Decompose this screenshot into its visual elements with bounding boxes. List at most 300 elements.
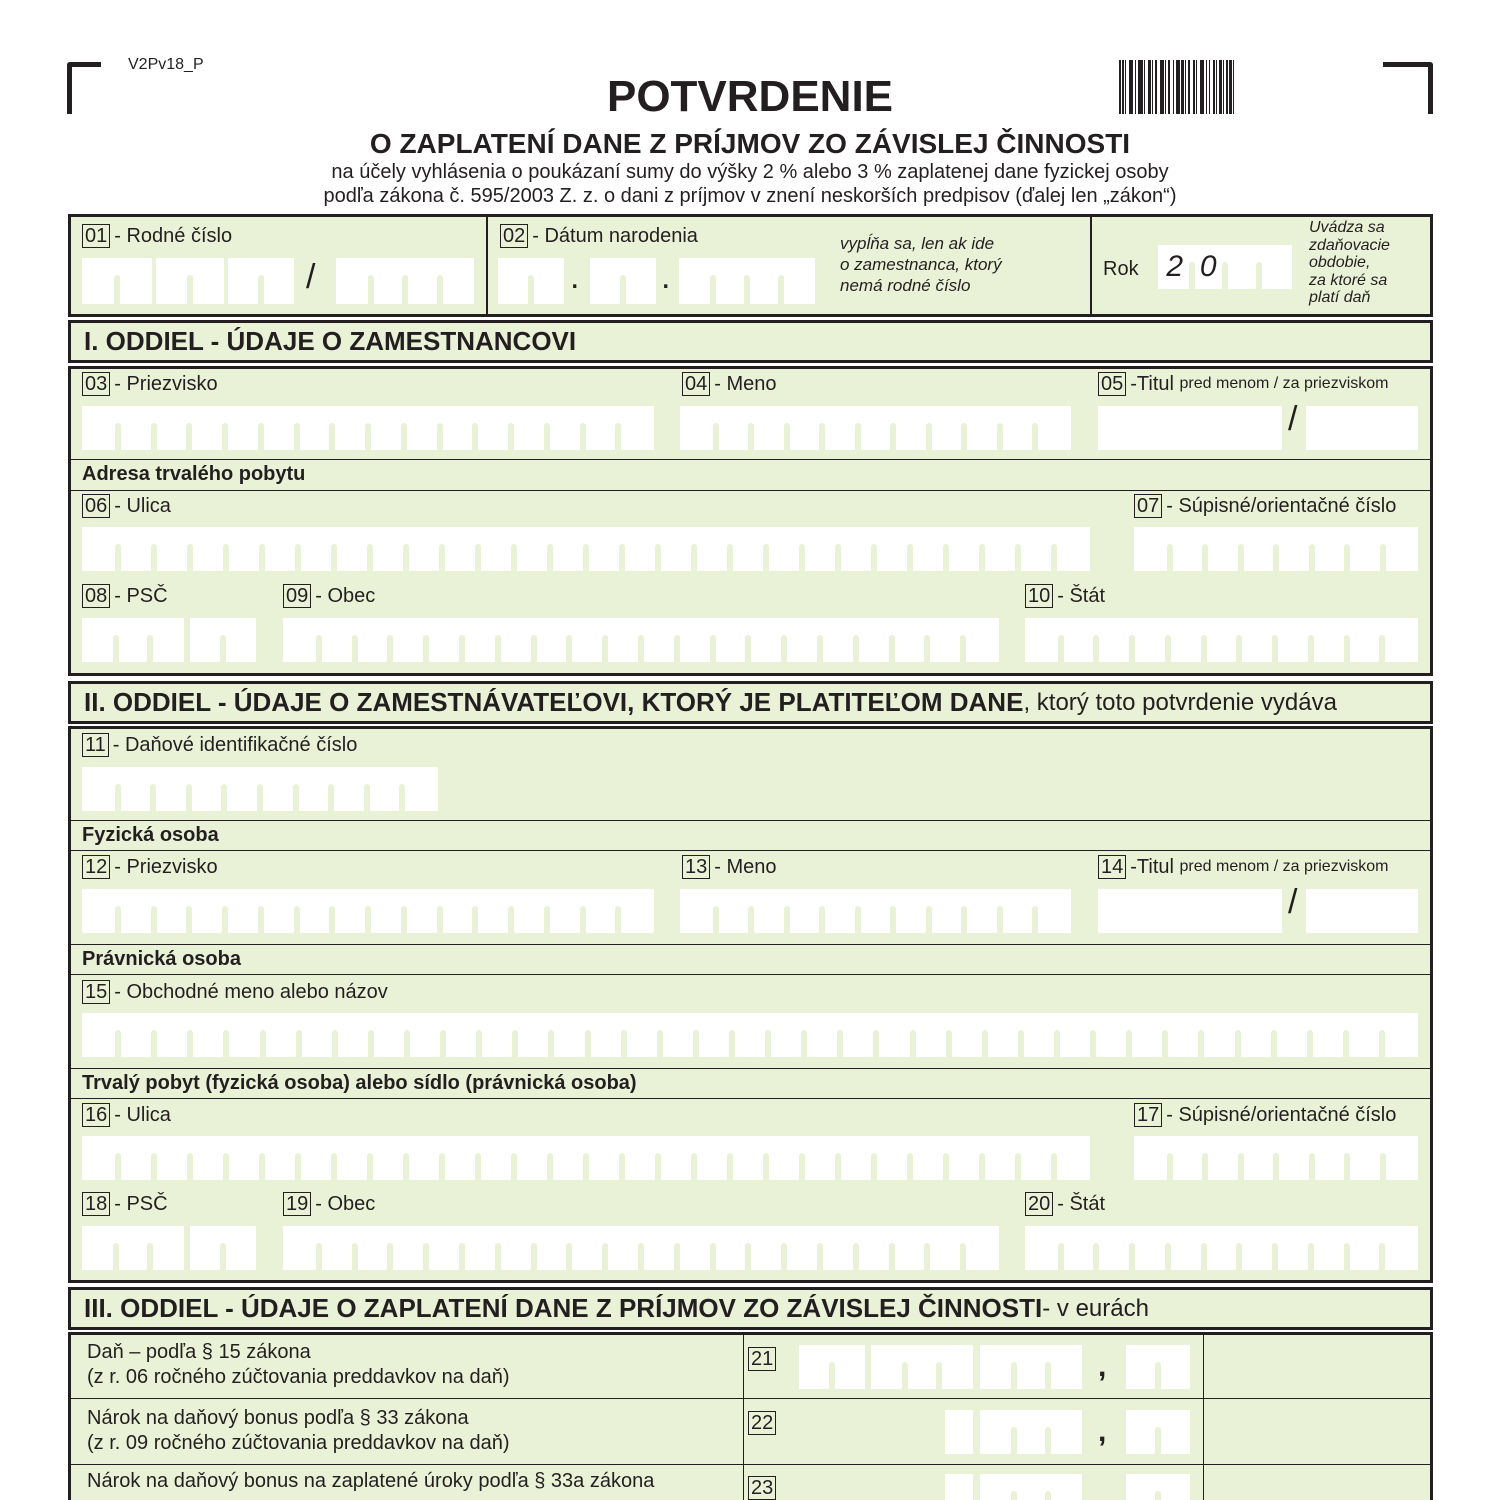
year-input[interactable] [1158, 245, 1292, 289]
employer-title-before-input[interactable] [1098, 889, 1282, 933]
char-cell[interactable] [82, 618, 116, 662]
char-cell[interactable] [154, 527, 190, 571]
employee-psc-input-part2[interactable] [190, 618, 256, 662]
char-cell[interactable] [1346, 1013, 1382, 1057]
char-cell[interactable] [1312, 1136, 1348, 1180]
char-cell[interactable] [534, 618, 570, 662]
employee-country-input[interactable] [1025, 618, 1418, 662]
row-22-amount-part2[interactable] [980, 1410, 1082, 1454]
char-cell[interactable] [371, 1013, 407, 1057]
char-cell[interactable] [1048, 1345, 1082, 1389]
char-cell[interactable] [534, 1226, 570, 1270]
char-cell[interactable] [406, 527, 442, 571]
char-cell[interactable] [856, 1226, 892, 1270]
char-cell[interactable] [748, 618, 784, 662]
char-cell[interactable] [732, 1013, 768, 1057]
char-cell[interactable] [1312, 527, 1348, 571]
char-cell[interactable] [223, 618, 256, 662]
char-cell[interactable] [1276, 1136, 1312, 1180]
char-cell[interactable] [858, 889, 894, 933]
char-cell[interactable] [927, 618, 963, 662]
char-cell[interactable] [1134, 1136, 1170, 1180]
char-cell[interactable] [116, 618, 150, 662]
char-cell[interactable] [874, 527, 910, 571]
char-cell[interactable] [820, 1226, 856, 1270]
char-cell[interactable] [404, 406, 440, 450]
char-cell[interactable] [407, 1013, 443, 1057]
char-cell[interactable] [440, 406, 476, 450]
char-cell[interactable] [1311, 1226, 1347, 1270]
char-cell[interactable] [189, 889, 225, 933]
char-cell[interactable] [404, 889, 440, 933]
char-cell[interactable] [297, 406, 333, 450]
char-cell[interactable] [696, 1013, 732, 1057]
row-23-amount-part1[interactable] [945, 1474, 973, 1500]
char-cell[interactable] [1018, 1136, 1054, 1180]
char-cell[interactable] [1096, 1226, 1132, 1270]
char-cell[interactable] [226, 527, 262, 571]
char-cell[interactable] [905, 1345, 939, 1389]
char-cell[interactable] [1239, 618, 1275, 662]
char-cell[interactable] [153, 767, 189, 811]
char-cell[interactable] [190, 1013, 226, 1057]
char-cell[interactable] [334, 1136, 370, 1180]
char-cell[interactable] [1054, 1136, 1090, 1180]
char-cell[interactable] [355, 1226, 391, 1270]
char-cell[interactable] [910, 527, 946, 571]
char-cell[interactable] [190, 1226, 223, 1270]
rodne-cislo-input-part1[interactable] [82, 258, 152, 304]
char-cell[interactable] [462, 1226, 498, 1270]
char-cell[interactable] [1061, 1226, 1097, 1270]
char-cell[interactable] [82, 767, 118, 811]
char-cell[interactable] [618, 406, 654, 450]
char-cell[interactable] [1383, 1136, 1419, 1180]
char-cell[interactable] [515, 1013, 551, 1057]
char-cell[interactable] [370, 527, 406, 571]
char-cell[interactable] [910, 1136, 946, 1180]
char-cell[interactable] [929, 889, 965, 933]
char-cell[interactable] [748, 1226, 784, 1270]
char-cell[interactable] [641, 1226, 677, 1270]
employer-surname-input[interactable] [82, 889, 654, 933]
employer-psc-input-part1[interactable] [82, 1226, 184, 1270]
char-cell[interactable] [856, 618, 892, 662]
row-23-amount-cents[interactable] [1126, 1474, 1190, 1500]
char-cell[interactable] [331, 767, 367, 811]
char-cell[interactable] [605, 618, 641, 662]
datum-month-input[interactable] [590, 258, 656, 304]
char-cell[interactable] [858, 406, 894, 450]
char-cell[interactable] [964, 406, 1000, 450]
char-cell[interactable] [1025, 1226, 1061, 1270]
char-cell[interactable] [658, 527, 694, 571]
char-cell[interactable] [1276, 527, 1312, 571]
char-cell[interactable] [368, 889, 404, 933]
char-cell[interactable] [913, 1013, 949, 1057]
char-cell[interactable] [622, 527, 658, 571]
rodne-cislo-input-part3[interactable] [228, 258, 294, 304]
char-cell[interactable] [1347, 1226, 1383, 1270]
char-cell[interactable] [82, 1136, 118, 1180]
char-cell[interactable] [498, 618, 534, 662]
char-cell[interactable] [332, 889, 368, 933]
char-cell[interactable] [820, 618, 856, 662]
char-cell[interactable] [838, 527, 874, 571]
char-cell[interactable] [299, 1013, 335, 1057]
char-cell[interactable] [1132, 618, 1168, 662]
char-cell[interactable] [118, 527, 154, 571]
char-cell[interactable] [511, 889, 547, 933]
char-cell[interactable] [716, 406, 752, 450]
char-cell[interactable] [1132, 1226, 1168, 1270]
char-cell[interactable] [1018, 527, 1054, 571]
char-cell[interactable] [713, 618, 749, 662]
char-cell[interactable] [475, 889, 511, 933]
char-cell[interactable] [1048, 1410, 1082, 1454]
char-cell[interactable] [154, 1136, 190, 1180]
char-cell[interactable] [1347, 1136, 1383, 1180]
char-cell[interactable] [1035, 889, 1071, 933]
title-after-surname-input[interactable] [1306, 406, 1418, 450]
char-cell[interactable] [716, 889, 752, 933]
company-name-input[interactable] [82, 1013, 1418, 1057]
char-cell[interactable] [1126, 1410, 1158, 1454]
char-cell[interactable] [406, 1136, 442, 1180]
char-cell[interactable] [514, 1136, 550, 1180]
char-cell[interactable] [583, 406, 619, 450]
char-cell[interactable] [1205, 527, 1241, 571]
char-cell[interactable] [118, 767, 154, 811]
char-cell[interactable] [355, 618, 391, 662]
char-cell[interactable] [334, 527, 370, 571]
char-cell[interactable] [440, 889, 476, 933]
char-cell[interactable] [261, 889, 297, 933]
char-cell[interactable] [963, 1226, 999, 1270]
employee-name-input[interactable] [680, 406, 1071, 450]
char-cell[interactable] [1204, 1226, 1240, 1270]
char-cell[interactable] [840, 1013, 876, 1057]
datum-day-input[interactable] [498, 258, 564, 304]
char-cell[interactable] [1048, 1474, 1082, 1500]
char-cell[interactable] [1238, 1013, 1274, 1057]
char-cell[interactable] [547, 406, 583, 450]
char-cell[interactable] [1035, 406, 1071, 450]
char-cell[interactable] [1096, 618, 1132, 662]
char-cell[interactable] [1382, 618, 1418, 662]
char-cell[interactable] [225, 406, 261, 450]
char-cell[interactable] [226, 1136, 262, 1180]
char-cell[interactable] [641, 618, 677, 662]
row-21-amount-cents[interactable] [1126, 1345, 1190, 1389]
row-21-amount-part3[interactable] [980, 1345, 1082, 1389]
char-cell[interactable] [82, 1226, 116, 1270]
char-cell[interactable] [296, 767, 332, 811]
char-cell[interactable] [260, 767, 296, 811]
char-cell[interactable] [892, 618, 928, 662]
char-cell[interactable] [426, 1226, 462, 1270]
char-cell[interactable] [1170, 1136, 1206, 1180]
char-cell[interactable] [335, 1013, 371, 1057]
char-cell[interactable] [262, 527, 298, 571]
char-cell[interactable] [939, 1345, 973, 1389]
char-cell[interactable] [118, 889, 154, 933]
char-cell[interactable] [1158, 1474, 1190, 1500]
char-cell[interactable] [985, 1013, 1021, 1057]
char-cell[interactable] [479, 1013, 515, 1057]
char-cell[interactable] [980, 1410, 1014, 1454]
char-cell[interactable] [802, 1136, 838, 1180]
employer-house-number-input[interactable] [1134, 1136, 1418, 1180]
char-cell[interactable] [82, 1013, 118, 1057]
char-cell[interactable] [982, 1136, 1018, 1180]
char-cell[interactable] [225, 889, 261, 933]
employer-name-input[interactable] [680, 889, 1071, 933]
char-cell[interactable] [1014, 1474, 1048, 1500]
employer-street-input[interactable] [82, 1136, 1090, 1180]
char-cell[interactable] [694, 1136, 730, 1180]
row-22-amount-part1[interactable] [945, 1410, 973, 1454]
char-cell[interactable] [498, 1226, 534, 1270]
char-cell[interactable] [118, 1136, 154, 1180]
char-cell[interactable] [946, 527, 982, 571]
char-cell[interactable] [784, 618, 820, 662]
char-cell[interactable] [964, 889, 1000, 933]
char-cell[interactable] [871, 1345, 905, 1389]
employer-dic-input[interactable] [82, 767, 438, 811]
row-23-amount-part2[interactable] [980, 1474, 1082, 1500]
char-cell[interactable] [980, 1345, 1014, 1389]
employee-psc-input-part1[interactable] [82, 618, 184, 662]
char-cell[interactable] [730, 527, 766, 571]
char-cell[interactable] [1382, 1013, 1418, 1057]
char-cell[interactable] [367, 767, 403, 811]
char-cell[interactable] [462, 618, 498, 662]
char-cell[interactable] [224, 767, 260, 811]
employee-surname-input[interactable] [82, 406, 654, 450]
char-cell[interactable] [677, 1226, 713, 1270]
char-cell[interactable] [1168, 1226, 1204, 1270]
char-cell[interactable] [190, 527, 226, 571]
char-cell[interactable] [1134, 527, 1170, 571]
char-cell[interactable] [1239, 1226, 1275, 1270]
char-cell[interactable] [680, 889, 716, 933]
char-cell[interactable] [118, 406, 154, 450]
char-cell[interactable] [442, 1136, 478, 1180]
char-cell[interactable] [1383, 527, 1419, 571]
char-cell[interactable] [677, 618, 713, 662]
char-cell[interactable] [1170, 527, 1206, 571]
char-cell[interactable] [1057, 1013, 1093, 1057]
char-cell[interactable] [332, 406, 368, 450]
char-cell[interactable] [949, 1013, 985, 1057]
char-cell[interactable] [442, 527, 478, 571]
char-cell[interactable] [1205, 1136, 1241, 1180]
char-cell[interactable] [263, 1013, 299, 1057]
char-cell[interactable] [319, 1226, 355, 1270]
char-cell[interactable] [1054, 527, 1090, 571]
char-cell[interactable] [1168, 618, 1204, 662]
char-cell[interactable] [751, 889, 787, 933]
employer-title-after-input[interactable] [1306, 889, 1418, 933]
char-cell[interactable] [154, 406, 190, 450]
char-cell[interactable] [1014, 1410, 1048, 1454]
char-cell[interactable] [1129, 1013, 1165, 1057]
char-cell[interactable] [551, 1013, 587, 1057]
char-cell[interactable] [154, 889, 190, 933]
char-cell[interactable] [1158, 1345, 1190, 1389]
char-cell[interactable] [1165, 1013, 1201, 1057]
char-cell[interactable] [150, 618, 184, 662]
char-cell[interactable] [1158, 1410, 1190, 1454]
char-cell[interactable] [622, 1136, 658, 1180]
char-cell[interactable] [730, 1136, 766, 1180]
char-cell[interactable] [586, 1136, 622, 1180]
char-cell[interactable] [874, 1136, 910, 1180]
char-cell[interactable] [963, 618, 999, 662]
employee-street-input[interactable] [82, 527, 1090, 571]
char-cell[interactable] [150, 1226, 184, 1270]
char-cell[interactable] [980, 1474, 1014, 1500]
employee-house-number-input[interactable] [1134, 527, 1418, 571]
char-cell[interactable] [766, 527, 802, 571]
char-cell[interactable] [799, 1345, 832, 1389]
char-cell[interactable] [1347, 527, 1383, 571]
char-cell[interactable] [478, 527, 514, 571]
char-cell[interactable] [283, 618, 319, 662]
char-cell[interactable] [190, 1136, 226, 1180]
title-before-name-input[interactable] [1098, 406, 1282, 450]
employer-city-input[interactable] [283, 1226, 999, 1270]
char-cell[interactable] [1093, 1013, 1129, 1057]
char-cell[interactable] [390, 618, 426, 662]
char-cell[interactable] [190, 618, 223, 662]
char-cell[interactable] [787, 406, 823, 450]
char-cell[interactable] [298, 1136, 334, 1180]
char-cell[interactable] [1126, 1345, 1158, 1389]
char-cell[interactable] [680, 406, 716, 450]
char-cell[interactable] [1021, 1013, 1057, 1057]
char-cell[interactable] [82, 889, 118, 933]
char-cell[interactable] [298, 527, 334, 571]
char-cell[interactable] [1204, 618, 1240, 662]
char-cell[interactable] [368, 406, 404, 450]
char-cell[interactable] [1014, 1345, 1048, 1389]
rodne-cislo-input-part4[interactable] [336, 258, 474, 304]
char-cell[interactable] [550, 1136, 586, 1180]
char-cell[interactable] [1275, 618, 1311, 662]
char-cell[interactable] [946, 1136, 982, 1180]
char-cell[interactable] [768, 1013, 804, 1057]
char-cell[interactable] [605, 1226, 641, 1270]
char-cell[interactable] [802, 527, 838, 571]
char-cell[interactable] [547, 889, 583, 933]
char-cell[interactable] [618, 889, 654, 933]
char-cell[interactable] [945, 1410, 973, 1454]
char-cell[interactable] [511, 406, 547, 450]
char-cell[interactable] [982, 527, 1018, 571]
char-cell[interactable] [514, 527, 550, 571]
char-cell[interactable] [1000, 406, 1036, 450]
char-cell[interactable] [1201, 1013, 1237, 1057]
char-cell[interactable] [583, 889, 619, 933]
char-cell[interactable] [588, 1013, 624, 1057]
char-cell[interactable] [1347, 618, 1383, 662]
char-cell[interactable] [1061, 618, 1097, 662]
char-cell[interactable] [660, 1013, 696, 1057]
char-cell[interactable] [189, 767, 225, 811]
char-cell[interactable] [822, 406, 858, 450]
employee-city-input[interactable] [283, 618, 999, 662]
employer-country-input[interactable] [1025, 1226, 1418, 1270]
char-cell[interactable] [261, 406, 297, 450]
char-cell[interactable] [1025, 618, 1061, 662]
char-cell[interactable] [475, 406, 511, 450]
char-cell[interactable] [832, 1345, 865, 1389]
char-cell[interactable] [478, 1136, 514, 1180]
row-22-amount-cents[interactable] [1126, 1410, 1190, 1454]
char-cell[interactable] [694, 527, 730, 571]
char-cell[interactable] [822, 889, 858, 933]
char-cell[interactable] [319, 618, 355, 662]
char-cell[interactable] [893, 889, 929, 933]
char-cell[interactable] [443, 1013, 479, 1057]
char-cell[interactable] [893, 406, 929, 450]
char-cell[interactable] [804, 1013, 840, 1057]
char-cell[interactable] [1382, 1226, 1418, 1270]
char-cell[interactable] [1274, 1013, 1310, 1057]
char-cell[interactable] [751, 406, 787, 450]
char-cell[interactable] [426, 618, 462, 662]
char-cell[interactable] [929, 406, 965, 450]
char-cell[interactable] [876, 1013, 912, 1057]
char-cell[interactable] [927, 1226, 963, 1270]
char-cell[interactable] [713, 1226, 749, 1270]
char-cell[interactable] [787, 889, 823, 933]
char-cell[interactable] [226, 1013, 262, 1057]
char-cell[interactable] [154, 1013, 190, 1057]
char-cell[interactable] [402, 767, 438, 811]
char-cell[interactable] [283, 1226, 319, 1270]
char-cell[interactable] [223, 1226, 256, 1270]
row-21-amount-part1[interactable] [799, 1345, 865, 1389]
char-cell[interactable] [1126, 1474, 1158, 1500]
char-cell[interactable] [189, 406, 225, 450]
char-cell[interactable] [262, 1136, 298, 1180]
char-cell[interactable] [658, 1136, 694, 1180]
char-cell[interactable] [624, 1013, 660, 1057]
char-cell[interactable] [838, 1136, 874, 1180]
char-cell[interactable] [1241, 527, 1277, 571]
char-cell[interactable] [784, 1226, 820, 1270]
char-cell[interactable] [297, 889, 333, 933]
char-cell[interactable] [1311, 618, 1347, 662]
char-cell[interactable] [586, 527, 622, 571]
row-21-amount-part2[interactable] [871, 1345, 973, 1389]
char-cell[interactable] [82, 527, 118, 571]
employer-psc-input-part2[interactable] [190, 1226, 256, 1270]
char-cell[interactable] [118, 1013, 154, 1057]
rodne-cislo-input-part2[interactable] [156, 258, 224, 304]
char-cell[interactable] [390, 1226, 426, 1270]
char-cell[interactable] [82, 406, 118, 450]
char-cell[interactable] [1241, 1136, 1277, 1180]
char-cell[interactable] [1000, 889, 1036, 933]
char-cell[interactable] [569, 618, 605, 662]
datum-year-input[interactable] [679, 258, 815, 304]
char-cell[interactable] [550, 527, 586, 571]
char-cell[interactable] [569, 1226, 605, 1270]
